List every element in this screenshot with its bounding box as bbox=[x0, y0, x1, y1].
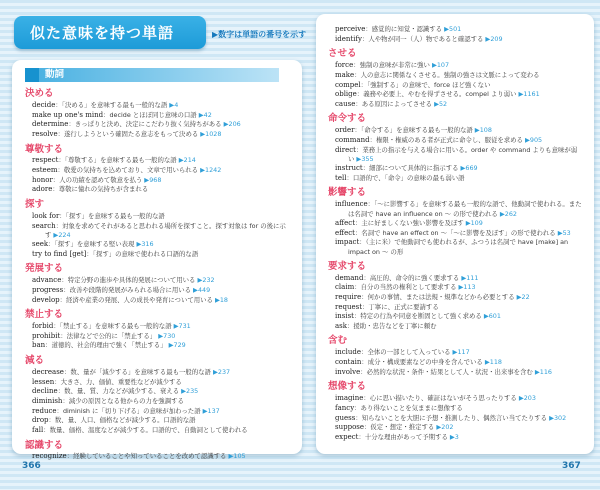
entry-separator: ： bbox=[48, 416, 55, 425]
vocab-entry bbox=[32, 130, 289, 140]
entry-separator: ： bbox=[68, 120, 75, 129]
entry-headword: lessen bbox=[32, 377, 55, 386]
entry-description: 「禁止する」を意味する最も一般的な語 bbox=[59, 322, 172, 331]
vocab-entry bbox=[335, 238, 582, 256]
right-page-sections bbox=[328, 48, 582, 442]
entry-description: 人の功績を認めて敬意を払う bbox=[59, 175, 143, 184]
section-heading: 発展する bbox=[25, 263, 64, 275]
entry-separator: ： bbox=[57, 129, 65, 138]
entry-description: 何かの事情、または法規・規準などから必要とする bbox=[367, 292, 515, 301]
page-title: 似た意味を持つ単語 bbox=[30, 24, 175, 42]
entry-headword: insist bbox=[335, 312, 354, 321]
entry-separator: ： bbox=[358, 432, 365, 441]
entry-description: 経験していることや知っていることを改めて認識する bbox=[73, 452, 227, 461]
vocab-entry bbox=[32, 111, 289, 121]
entry-ref-number: ▶1028 bbox=[198, 129, 222, 138]
entry-separator: ： bbox=[43, 425, 50, 434]
entry-description: 細部について具体的に指示する bbox=[369, 164, 459, 173]
entry-separator: ： bbox=[354, 283, 361, 292]
entry-separator: ： bbox=[86, 249, 93, 258]
entry-description: 「尊敬する」を意味する最も一般的な語 bbox=[64, 156, 177, 165]
entry-description: 人の意志に関係なくさせる。強制の強さは文脈によって変わる bbox=[360, 70, 540, 79]
part-of-speech-banner bbox=[25, 68, 279, 82]
vocab-entry bbox=[32, 185, 289, 195]
entry-headword: ask bbox=[335, 321, 348, 330]
entry-headword: tell bbox=[335, 173, 347, 182]
entry-headword: expect bbox=[335, 432, 359, 441]
entry-ref-number: ▶232 bbox=[195, 276, 215, 285]
vocab-entry bbox=[32, 407, 289, 417]
entry-separator: ： bbox=[362, 164, 370, 173]
entry-ref-number: ▶42 bbox=[196, 110, 212, 119]
entry-headword: oblige bbox=[335, 90, 357, 99]
entry-separator: ： bbox=[48, 240, 55, 249]
vocab-entry bbox=[32, 176, 289, 186]
vocab-entry bbox=[335, 303, 582, 313]
entry-headword: make up one's mind bbox=[32, 110, 104, 119]
entry-ref-number: ▶116 bbox=[532, 367, 552, 376]
entry-separator: ： bbox=[355, 145, 363, 154]
entry-ref-number: ▶214 bbox=[176, 156, 196, 165]
entry-ref-number: ▶107 bbox=[429, 61, 450, 70]
right-page-continuation bbox=[328, 25, 582, 44]
entry-ref-number: ▶905 bbox=[522, 136, 543, 145]
entry-separator: ： bbox=[355, 218, 362, 227]
entry-separator: ： bbox=[367, 200, 375, 209]
entry-headword: diminish bbox=[32, 396, 63, 405]
entry-description: 「〜に影響する」を意味する最も一般的な語で、他動詞で使われる。または名詞で have an influence on 〜 の形で使われる bbox=[348, 200, 582, 219]
entry-headword: claim bbox=[335, 283, 355, 292]
entry-separator: ： bbox=[364, 423, 371, 432]
entry-headword: look for bbox=[32, 211, 60, 220]
vocab-entry bbox=[335, 414, 582, 424]
entry-separator: ： bbox=[365, 25, 372, 33]
entry-separator: ： bbox=[360, 367, 367, 376]
entry-separator: ： bbox=[52, 175, 60, 184]
entry-separator: ： bbox=[52, 185, 59, 194]
entry-ref-number: ▶22 bbox=[514, 292, 530, 301]
vocab-entry bbox=[335, 90, 582, 100]
entry-description: 数、量、質、力などが減少する、衰える bbox=[64, 387, 180, 396]
entry-description: 特定の行為や同意を断固として強く求める bbox=[360, 312, 482, 321]
entry-headword: progress bbox=[32, 285, 64, 294]
entry-headword: force bbox=[335, 61, 354, 70]
entry-separator: ： bbox=[54, 377, 61, 386]
entry-headword: influence bbox=[335, 200, 368, 209]
entry-headword: decline bbox=[32, 387, 58, 396]
vocab-entry bbox=[335, 146, 582, 164]
vocab-entry bbox=[335, 229, 582, 239]
vocab-entry bbox=[335, 61, 582, 71]
entry-headword: order bbox=[335, 126, 355, 135]
vocab-entry bbox=[335, 404, 582, 414]
entry-description: 特定分野の進歩や具体的発展について用いる bbox=[67, 276, 196, 285]
entry-separator: ： bbox=[59, 295, 67, 304]
entry-separator: ： bbox=[361, 34, 369, 43]
vocab-entry bbox=[32, 332, 289, 342]
vocab-entry bbox=[335, 219, 582, 229]
vocab-entry bbox=[335, 136, 582, 146]
entry-description: 丁寧に、正式に要請する bbox=[368, 302, 439, 311]
entry-headword: determine bbox=[32, 120, 69, 129]
section-heading: 想像する bbox=[328, 381, 367, 393]
entry-ref-number: ▶109 bbox=[463, 218, 483, 227]
entry-separator: ： bbox=[61, 276, 68, 285]
entry-ref-number: ▶113 bbox=[456, 283, 476, 292]
entry-separator: ： bbox=[57, 387, 65, 396]
entry-description: 尊敬に憧れの気持ちが含まれる bbox=[58, 185, 149, 194]
vocab-entry bbox=[335, 81, 582, 91]
entry-separator: ： bbox=[346, 173, 353, 182]
entry-separator: ： bbox=[56, 406, 63, 415]
entry-separator: ： bbox=[63, 367, 71, 376]
entry-description: 成分・構成要素などの中身を含んでいる bbox=[367, 358, 483, 367]
entry-ref-number: ▶1161 bbox=[516, 90, 540, 99]
entry-separator: ： bbox=[363, 394, 370, 403]
entry-headword: require bbox=[335, 292, 362, 301]
entry-ref-number: ▶731 bbox=[171, 322, 191, 331]
entry-separator: ： bbox=[362, 302, 369, 311]
vocab-entry bbox=[335, 348, 582, 358]
entry-ref-number: ▶669 bbox=[458, 164, 478, 173]
entry-headword: decide bbox=[32, 100, 56, 109]
vocab-entry bbox=[335, 71, 582, 81]
vocab-entry bbox=[32, 426, 289, 436]
entry-description: 業務上の指示を与える場合に用いる。order や command よりも意味が弱い bbox=[348, 145, 578, 164]
entry-headword: guess bbox=[335, 413, 356, 422]
vocab-entry bbox=[32, 322, 289, 332]
vocab-entry bbox=[335, 368, 582, 378]
entry-ref-number: ▶355 bbox=[354, 155, 374, 164]
section-heading: 探す bbox=[25, 199, 45, 211]
entry-separator: ： bbox=[355, 99, 362, 108]
entry-ref-number: ▶4 bbox=[167, 100, 179, 109]
vocab-entry bbox=[32, 387, 289, 397]
entry-headword: make bbox=[335, 70, 355, 79]
entry-ref-number: ▶18 bbox=[212, 295, 228, 304]
entry-separator: ： bbox=[354, 70, 361, 79]
entry-ref-number: ▶1242 bbox=[198, 166, 222, 175]
entry-headword: honor bbox=[32, 175, 53, 184]
entry-headword: include bbox=[335, 348, 362, 357]
entry-headword: drop bbox=[32, 416, 49, 425]
entry-ref-number: ▶137 bbox=[200, 406, 220, 415]
section-heading: 決める bbox=[25, 88, 54, 99]
vocab-entry bbox=[32, 378, 289, 388]
entry-description: 敬愛の気持ちを込めており、文章で用いられる bbox=[63, 166, 199, 175]
entry-description: 「探す」を意味する最も一般的な語 bbox=[65, 211, 165, 220]
entry-description: 遂行しようという確固たる意志をもって決める bbox=[64, 129, 199, 138]
entry-description: 強制の意味が非常に強い bbox=[359, 61, 430, 70]
entry-ref-number: ▶968 bbox=[142, 175, 162, 184]
entry-ref-number: ▶53 bbox=[555, 228, 571, 237]
entry-description: 自分の当然の権利として要求する bbox=[360, 283, 457, 292]
entry-headword: demand bbox=[335, 273, 364, 282]
entry-headword: effect bbox=[335, 228, 355, 237]
entry-headword: command bbox=[335, 136, 370, 145]
entry-description: decide とほぼ同じ意味の口語 bbox=[109, 110, 197, 119]
entry-separator: ： bbox=[103, 110, 110, 119]
right-page bbox=[316, 14, 594, 454]
vocab-entry bbox=[32, 120, 289, 130]
entry-separator: ： bbox=[361, 292, 368, 301]
entry-ref-number: ▶118 bbox=[482, 358, 502, 367]
entry-ref-number: ▶202 bbox=[434, 423, 454, 432]
entry-description: 「探す」を意味する堅い表現 bbox=[54, 240, 135, 249]
vocab-entry bbox=[32, 368, 289, 378]
vocab-entry bbox=[335, 25, 582, 35]
entry-headword: compel bbox=[335, 80, 361, 89]
entry-headword: try to find [get] bbox=[32, 249, 87, 258]
entry-headword: instruct bbox=[335, 164, 363, 173]
entry-description: 大きさ、力、価値、重要性などが減少する bbox=[60, 377, 182, 386]
vocab-entry bbox=[32, 250, 289, 260]
entry-headword: suppose bbox=[335, 423, 365, 432]
vocab-entry bbox=[335, 274, 582, 284]
vocab-entry bbox=[335, 164, 582, 174]
entry-headword: resolve bbox=[32, 129, 58, 138]
entry-description: ある原因によってさせる bbox=[361, 99, 433, 108]
entry-ref-number: ▶209 bbox=[483, 34, 503, 43]
entry-separator: ： bbox=[354, 126, 361, 135]
entry-headword: esteem bbox=[32, 166, 58, 175]
entry-description: 口語的で、「命令」の意味の最も弱い語 bbox=[352, 173, 465, 182]
entry-headword: identify bbox=[335, 34, 362, 43]
banner-label: 動詞 bbox=[39, 68, 279, 82]
section-heading: 認識する bbox=[25, 439, 64, 451]
entry-description: 主に好ましくない強い影響を及ぼす bbox=[361, 218, 464, 227]
vocab-entry bbox=[335, 423, 582, 433]
vocab-entry bbox=[335, 293, 582, 303]
entry-headword: search bbox=[32, 221, 56, 230]
entry-ref-number: ▶224 bbox=[51, 231, 71, 240]
entry-description: 心に思い描いたり、確証はないがそう思ったりする bbox=[369, 394, 517, 403]
entry-ref-number: ▶730 bbox=[156, 331, 176, 340]
banner-square-icon bbox=[25, 68, 39, 82]
vocab-entry bbox=[32, 452, 289, 462]
entry-headword: reduce bbox=[32, 406, 57, 415]
entry-description: 全体の一部として入っている bbox=[367, 348, 451, 357]
entry-separator: ： bbox=[55, 221, 63, 230]
entry-headword: adore bbox=[32, 185, 53, 194]
vocab-entry bbox=[32, 276, 289, 286]
vocab-entry bbox=[32, 240, 289, 250]
entry-separator: ： bbox=[353, 312, 361, 321]
entry-description: 人や物が同一（人）物であると確認する bbox=[368, 34, 484, 43]
vocab-entry bbox=[32, 156, 289, 166]
vocab-entry bbox=[335, 283, 582, 293]
entry-headword: fall bbox=[32, 425, 44, 434]
left-page-sections bbox=[25, 88, 289, 462]
entry-ref-number: ▶206 bbox=[221, 120, 241, 129]
page-number-left: 366 bbox=[22, 461, 41, 471]
entry-headword: develop bbox=[32, 295, 60, 304]
entry-description: 数、量が「減少する」を意味する最も一般的な語 bbox=[70, 367, 211, 376]
entry-separator: ： bbox=[53, 322, 60, 331]
entry-description: 仮定・想定・推定する bbox=[370, 423, 435, 432]
entry-headword: cause bbox=[335, 99, 356, 108]
entry-headword: advance bbox=[32, 276, 62, 285]
entry-description: 名詞で have an effect on 〜「〜に影響を及ぼす」の形で使われる bbox=[361, 228, 556, 237]
entry-separator: ： bbox=[62, 396, 69, 405]
page-number-right: 367 bbox=[562, 461, 581, 471]
entry-description: 「命令する」を意味する最も一般的な語 bbox=[360, 126, 473, 135]
entry-separator: ： bbox=[361, 348, 368, 357]
entry-headword: perceive bbox=[335, 25, 366, 33]
number-legend-note: ▶数字は単語の番号を示す bbox=[212, 30, 307, 39]
page-title-banner bbox=[14, 16, 206, 49]
vocab-entry bbox=[335, 433, 582, 443]
entry-ref-number: ▶111 bbox=[459, 273, 479, 282]
vocab-entry bbox=[335, 126, 582, 136]
vocab-entry bbox=[32, 296, 289, 306]
entry-description: 「強制する」の意味で、force ほど強くない bbox=[367, 80, 491, 89]
entry-separator: ： bbox=[363, 273, 370, 282]
entry-description: きっぱりと決め、決定にこだわり抜く気持ちがある bbox=[74, 120, 222, 129]
entry-headword: involve bbox=[335, 367, 361, 376]
vocab-entry bbox=[335, 100, 582, 110]
entry-ref-number: ▶729 bbox=[166, 341, 186, 350]
section-heading: 尊敬する bbox=[25, 143, 64, 155]
left-page bbox=[12, 60, 302, 461]
entry-description: 数量、価格、温度などが減少する。口語的で、自動詞として使われる bbox=[49, 425, 248, 434]
entry-separator: ： bbox=[60, 331, 67, 340]
vocab-entry bbox=[335, 35, 582, 45]
entry-ref-number: ▶105 bbox=[226, 452, 246, 461]
entry-headword: decrease bbox=[32, 367, 64, 376]
vocab-entry bbox=[32, 397, 289, 407]
entry-description: 感覚的に知覚・認識する bbox=[371, 25, 443, 33]
entry-ref-number: ▶262 bbox=[497, 210, 517, 219]
entry-ref-number: ▶235 bbox=[179, 387, 199, 396]
entry-headword: fancy bbox=[335, 403, 355, 412]
entry-separator: ： bbox=[361, 358, 368, 367]
vocab-entry bbox=[32, 166, 289, 176]
vocab-entry bbox=[32, 416, 289, 426]
vocab-entry bbox=[335, 200, 582, 218]
entry-ref-number: ▶449 bbox=[191, 285, 211, 294]
entry-description: 道徳的、社会的理由で強く「禁止する」 bbox=[51, 341, 167, 350]
section-heading: 禁止する bbox=[25, 309, 64, 321]
section-heading: 要求する bbox=[328, 260, 367, 272]
entry-description: 義務や必要上、やむを得ずさせる。compel より弱い bbox=[363, 90, 517, 99]
entry-description: 「決める」を意味する最も一般的な語 bbox=[61, 100, 168, 109]
entry-headword: direct bbox=[335, 145, 356, 154]
entry-ref-number: ▶108 bbox=[472, 126, 492, 135]
entry-separator: ： bbox=[45, 341, 52, 350]
entry-separator: ： bbox=[355, 413, 362, 422]
entry-separator: ： bbox=[356, 90, 364, 99]
entry-separator: ： bbox=[59, 211, 66, 220]
entry-headword: recognize bbox=[32, 452, 67, 461]
section-heading: 命令する bbox=[328, 113, 367, 125]
vocab-entry bbox=[335, 322, 582, 332]
vocab-entry bbox=[335, 174, 582, 184]
entry-description: 必然的な状況・条件・結果として人・状況・出来事を含む bbox=[366, 367, 533, 376]
entry-headword: contain bbox=[335, 358, 362, 367]
entry-ref-number: ▶3 bbox=[447, 432, 459, 441]
entry-description: 援助・忠告などを丁寧に頼む bbox=[353, 321, 437, 330]
entry-headword: ban bbox=[32, 341, 46, 350]
entry-separator: ： bbox=[66, 452, 74, 461]
entry-ref-number: ▶203 bbox=[516, 394, 536, 403]
entry-description: 改善や段階的発展がみられる場合に用いる bbox=[69, 285, 192, 294]
entry-separator: ： bbox=[55, 100, 62, 109]
entry-headword: forbid bbox=[32, 322, 54, 331]
entry-ref-number: ▶601 bbox=[481, 312, 501, 321]
entry-description: diminish に「切り下げる」の意味が加わった語 bbox=[62, 406, 201, 415]
entry-description: 十分な理由があって予期する bbox=[364, 432, 448, 441]
entry-description: 経済や産業の発展、人の成長や発育について用いる bbox=[66, 295, 213, 304]
entry-description: 数、量、人口、価格などが減少する。口語的な語 bbox=[54, 416, 196, 425]
vocab-entry bbox=[32, 212, 289, 222]
entry-separator: ： bbox=[58, 156, 65, 165]
entry-ref-number: ▶302 bbox=[547, 413, 567, 422]
vocab-entry bbox=[335, 394, 582, 404]
entry-ref-number: ▶501 bbox=[442, 25, 462, 33]
entry-separator: ： bbox=[359, 238, 366, 247]
entry-description: 減少の原因となる他からの力を強調する bbox=[68, 396, 184, 405]
entry-separator: ： bbox=[57, 166, 64, 175]
section-heading: 減る bbox=[25, 355, 45, 367]
section-heading: 含む bbox=[328, 335, 348, 347]
entry-description: 「探す」の意味で使われる口語的な語 bbox=[92, 249, 199, 258]
entry-headword: respect bbox=[32, 156, 59, 165]
section-heading: させる bbox=[328, 48, 357, 60]
entry-ref-number: ▶52 bbox=[432, 99, 448, 108]
entry-description: 対象を求めてそれがあると思われる場所を探すこと。探す対象は for の後に示す bbox=[45, 221, 286, 240]
entry-separator: ： bbox=[63, 285, 70, 294]
entry-separator: ： bbox=[347, 321, 354, 330]
entry-separator: ： bbox=[354, 403, 361, 412]
entry-headword: affect bbox=[335, 218, 356, 227]
vocab-entry bbox=[335, 312, 582, 322]
vocab-entry bbox=[335, 358, 582, 368]
vocab-entry bbox=[32, 286, 289, 296]
entry-separator: ： bbox=[353, 61, 360, 70]
entry-headword: prohibit bbox=[32, 331, 61, 340]
entry-separator: ： bbox=[369, 136, 376, 145]
entry-description: 知らないことを大胆に予想・推測したり、偶然言い当てたりする bbox=[361, 413, 548, 422]
entry-ref-number: ▶316 bbox=[134, 240, 154, 249]
entry-headword: seek bbox=[32, 240, 49, 249]
entry-headword: request bbox=[335, 302, 363, 311]
entry-separator: ： bbox=[360, 80, 368, 89]
entry-headword: impact bbox=[335, 238, 360, 247]
vocab-entry bbox=[32, 101, 289, 111]
vocab-entry bbox=[32, 341, 289, 351]
entry-description: 法律などで公的に「禁止する」 bbox=[66, 331, 157, 340]
entry-ref-number: ▶237 bbox=[210, 367, 231, 376]
entry-description: 権限・権威のある者が正式に命令し、服従を求める bbox=[375, 136, 523, 145]
vocab-entry bbox=[32, 222, 289, 240]
entry-description: あり得ないことを気ままに想像する bbox=[360, 403, 463, 412]
entry-headword: imagine bbox=[335, 394, 364, 403]
entry-description: （主に米）で他動詞でも使われるが、ふつうは名詞で have [make] an impact on 〜 の形 bbox=[348, 238, 569, 256]
entry-description: 高圧的、命令的に強く要求する bbox=[369, 273, 460, 282]
entry-separator: ： bbox=[355, 228, 362, 237]
entry-ref-number: ▶117 bbox=[450, 348, 470, 357]
section-heading: 影響する bbox=[328, 187, 367, 199]
